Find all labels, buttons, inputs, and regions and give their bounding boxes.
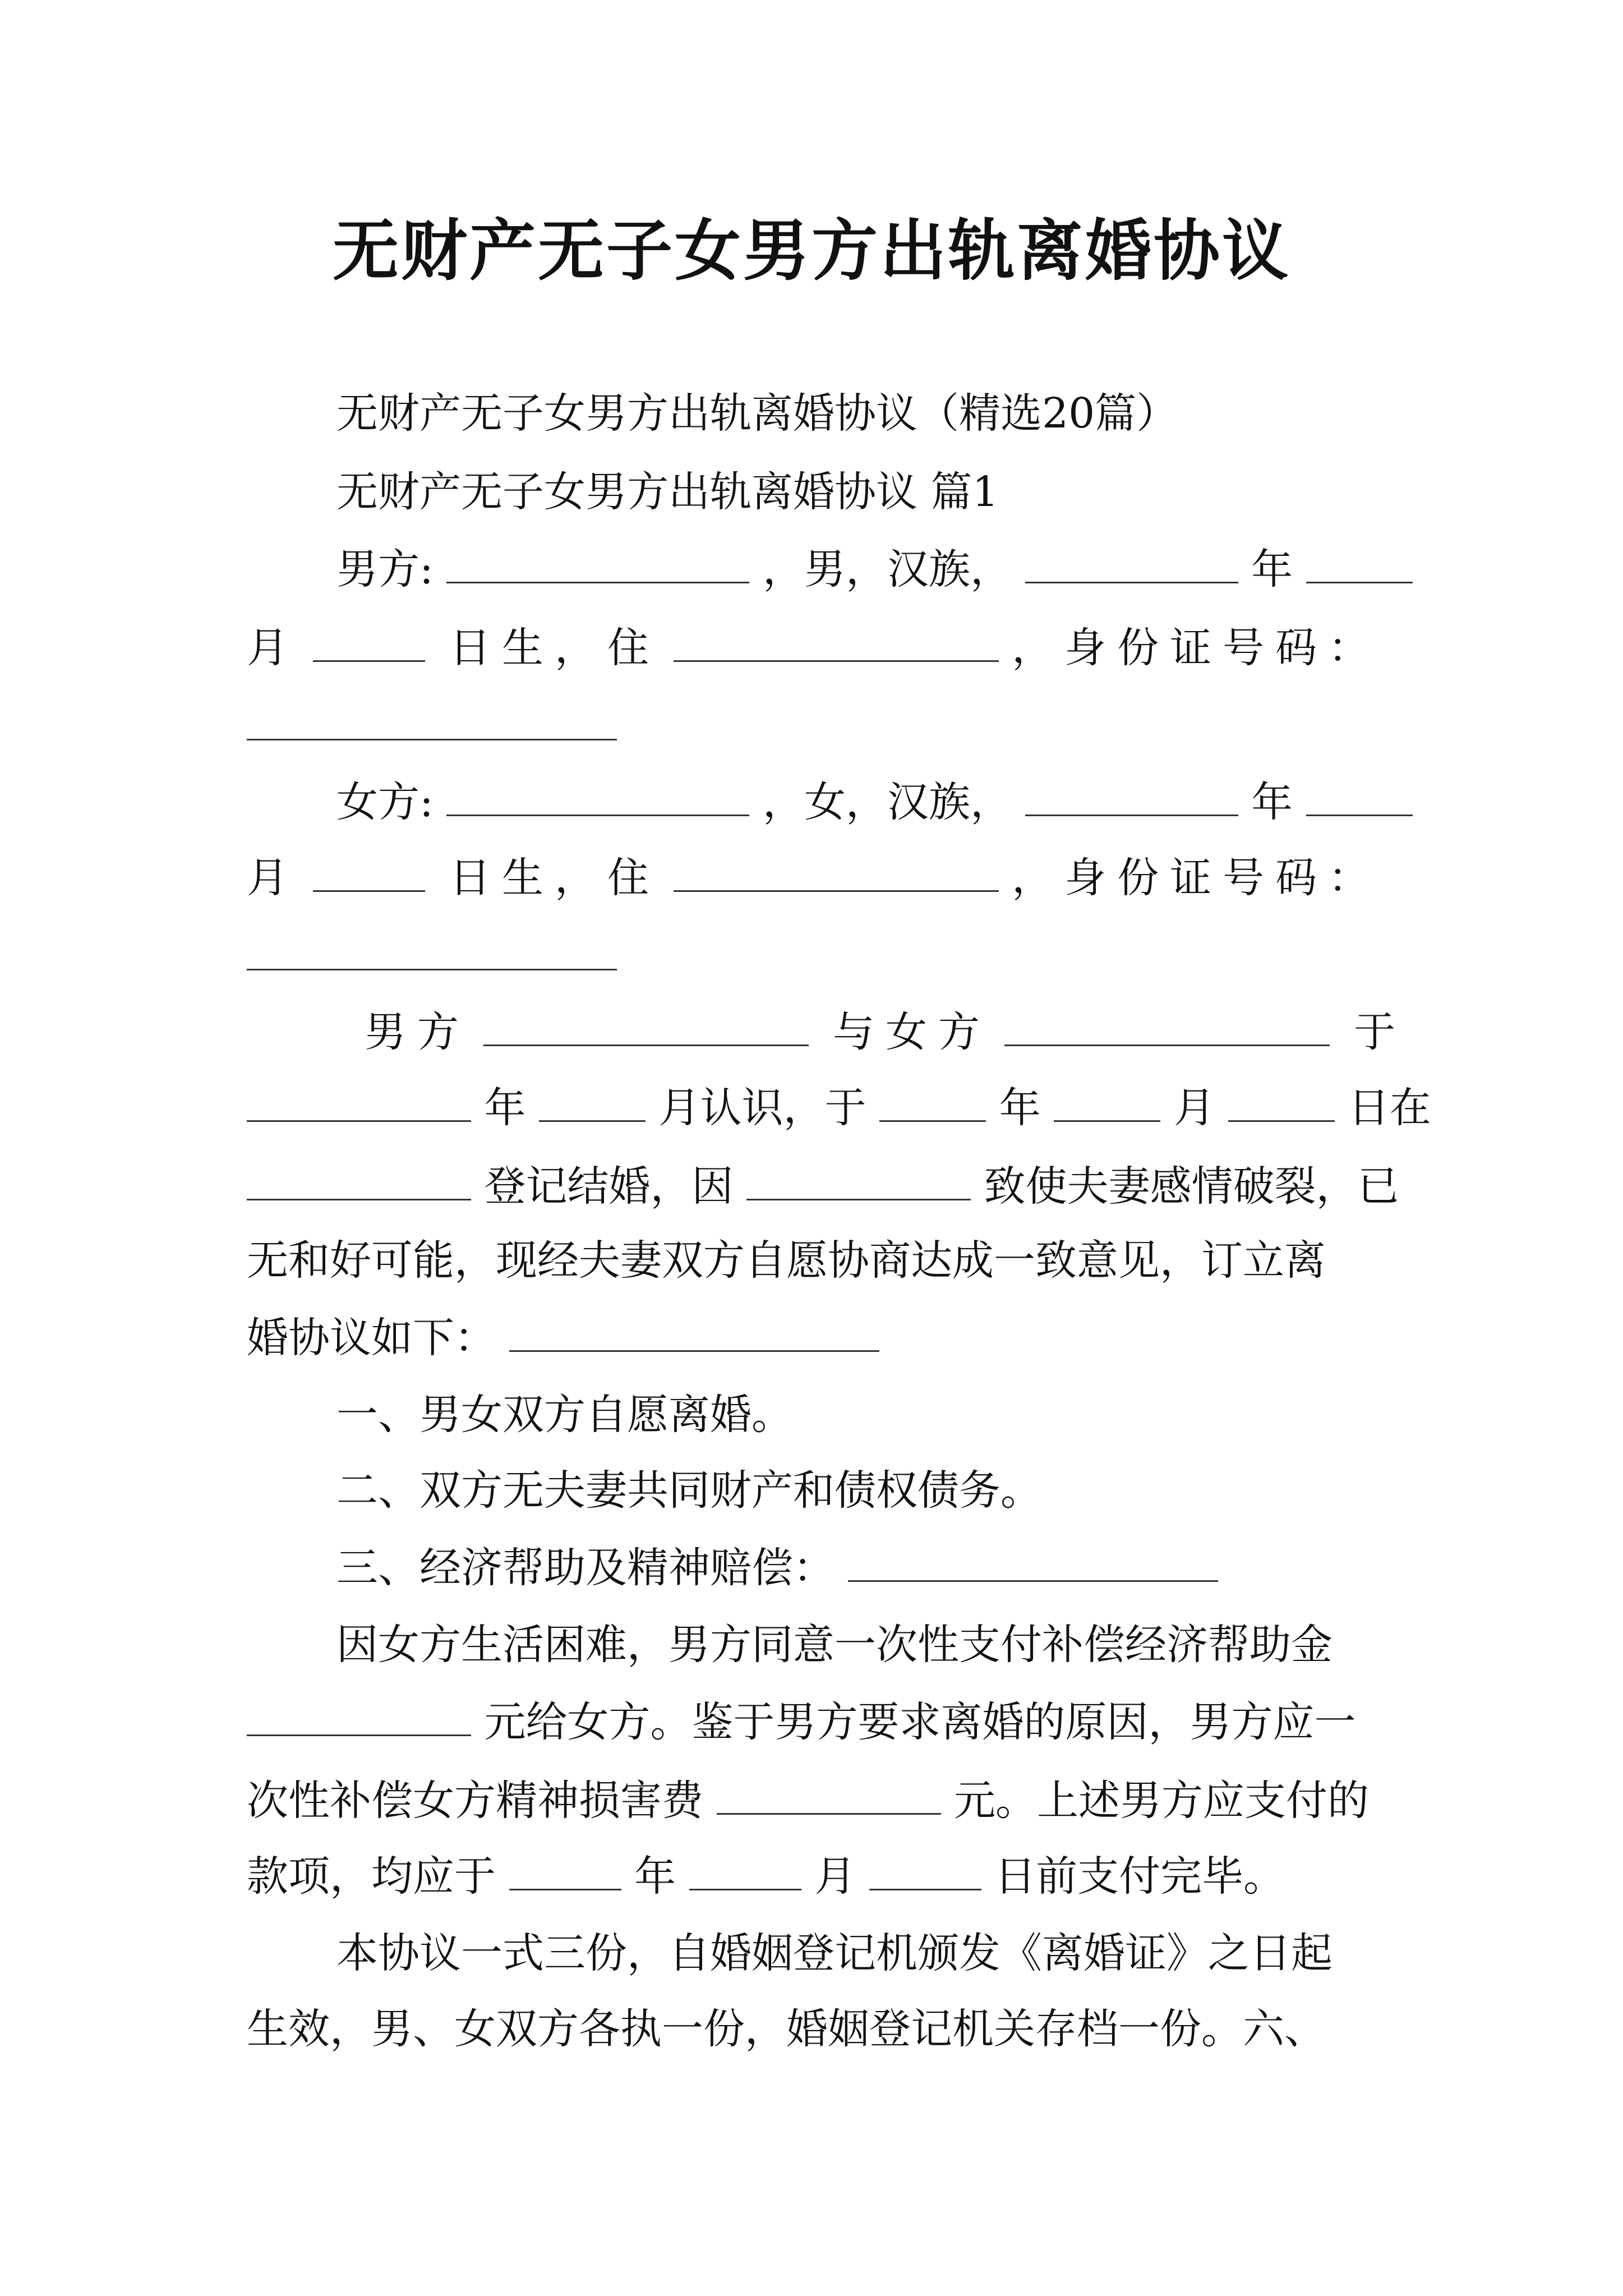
female-label: 女方:: [336, 778, 434, 826]
comp-text-8: 日前支付完毕。: [994, 1852, 1285, 1901]
intro-text-1: 男方: [365, 1008, 470, 1056]
marry-month-blank[interactable]: [1054, 1085, 1160, 1122]
female-birth-day-blank[interactable]: [313, 855, 425, 892]
damage-amount-blank[interactable]: [717, 1778, 941, 1815]
female-birth-month-blank[interactable]: [1306, 780, 1413, 816]
female-text-1: ，女，汉族，: [763, 778, 1012, 826]
clause-1-line: [336, 1391, 793, 1439]
final-text-1: 本协议一式三份，自婚姻登记机颁发《离婚证》之日起: [336, 1929, 1332, 1977]
marry-day-blank[interactable]: [1228, 1085, 1335, 1122]
female-line-2: [247, 854, 1381, 902]
male-address-blank[interactable]: [674, 625, 999, 662]
female-id-blank[interactable]: [247, 934, 617, 970]
final-text-2: 生效，男、女双方各执一份，婚姻登记机关存档一份。六、: [247, 2005, 1326, 2053]
intro-line-4: [247, 1236, 1326, 1285]
comp-line-3: [247, 1777, 1370, 1825]
intro-text-10: 致使夫妻感情破裂，已: [984, 1162, 1399, 1211]
female-address-blank[interactable]: [674, 855, 999, 892]
intro-male-blank[interactable]: [483, 1010, 809, 1046]
section-heading: 无财产无子女男方出轨离婚协议 篇1: [336, 468, 999, 516]
subtitle: 无财产无子女男方出轨离婚协议（精选20篇）: [336, 389, 1178, 438]
clause-2: 二、双方无夫妻共同财产和债权债务。: [336, 1466, 1042, 1515]
comp-text-6: 年: [634, 1852, 676, 1901]
clause-3: 三、经济帮助及精神赔偿：: [336, 1544, 834, 1592]
pay-day-blank[interactable]: [869, 1854, 981, 1890]
comp-text-1: 因女方生活困难，男方同意一次性支付补偿经济帮助金: [336, 1621, 1332, 1669]
male-id-blank[interactable]: [247, 704, 617, 740]
subtitle-line: [336, 389, 1178, 438]
intro-line-2: [247, 1084, 1431, 1132]
female-text-2: 年: [1251, 778, 1293, 826]
comp-text-7: 月: [814, 1852, 856, 1901]
clause-2-line: [336, 1466, 1042, 1515]
intro-text-5: 月认识，于: [658, 1084, 866, 1132]
male-line-3: [247, 704, 617, 747]
female-line-3: [247, 934, 617, 977]
intro-line-5: [247, 1314, 879, 1362]
male-line-2: [247, 624, 1381, 672]
comp-line-2: [247, 1698, 1356, 1746]
clause-3-line: [336, 1544, 1218, 1592]
intro-text-4: 年: [484, 1084, 526, 1132]
marry-year-blank[interactable]: [879, 1085, 986, 1122]
female-text-3: 月: [247, 854, 288, 902]
pay-year-blank[interactable]: [509, 1854, 621, 1890]
intro-text-12: 婚协议如下：: [247, 1314, 496, 1362]
marry-place-blank[interactable]: [247, 1164, 471, 1200]
male-label: 男方:: [336, 545, 434, 593]
male-line-1: [336, 545, 1413, 593]
intro-text-3: 于: [1354, 1008, 1396, 1056]
intro-text-8: 日在: [1348, 1084, 1431, 1132]
comp-text-4: 元。上述男方应支付的: [954, 1777, 1370, 1825]
female-text-5: ，身份证号码：: [1012, 854, 1381, 902]
document-title: 无财产无子女男方出轨离婚协议: [332, 211, 1290, 289]
male-birth-day-blank[interactable]: [313, 625, 425, 662]
intro-female-blank[interactable]: [1004, 1010, 1330, 1046]
reason-blank[interactable]: [746, 1164, 971, 1200]
clause-1: 一、男女双方自愿离婚。: [336, 1391, 793, 1439]
intro-text-7: 月: [1173, 1084, 1215, 1132]
female-name-blank[interactable]: [446, 780, 749, 816]
male-name-blank[interactable]: [446, 547, 749, 583]
compensation-blank[interactable]: [848, 1545, 1218, 1582]
intro-line-1: [365, 1008, 1396, 1056]
agreement-blank[interactable]: [509, 1315, 879, 1352]
male-text-3: 月: [247, 624, 288, 672]
male-birth-year-blank[interactable]: [1025, 547, 1238, 583]
male-text-4: 日生，住: [449, 624, 661, 672]
final-line-2: [247, 2005, 1326, 2053]
male-text-2: 年: [1251, 545, 1293, 593]
intro-line-3: [247, 1162, 1399, 1211]
female-birth-year-blank[interactable]: [1025, 780, 1238, 816]
final-line-1: [336, 1929, 1332, 1977]
intro-text-9: 登记结婚，因: [484, 1162, 734, 1211]
pay-month-blank[interactable]: [689, 1854, 801, 1890]
comp-text-2: 元给女方。鉴于男方要求离婚的原因，男方应一: [484, 1698, 1356, 1746]
male-birth-month-blank[interactable]: [1306, 547, 1413, 583]
comp-text-3: 次性补偿女方精神损害费: [247, 1777, 703, 1825]
intro-text-2: 与女方: [833, 1008, 992, 1056]
comp-line-4: [247, 1852, 1285, 1901]
comp-line-1: [336, 1621, 1332, 1669]
female-line-1: [336, 778, 1413, 826]
aid-amount-blank[interactable]: [247, 1700, 471, 1736]
female-text-4: 日生，住: [449, 854, 661, 902]
meet-year-blank[interactable]: [247, 1085, 471, 1122]
meet-month-blank[interactable]: [539, 1085, 645, 1122]
section-line: [336, 468, 999, 516]
comp-text-5: 款项，均应于: [247, 1852, 496, 1901]
intro-text-6: 年: [999, 1084, 1041, 1132]
male-text-5: ，身份证号码：: [1012, 624, 1381, 672]
intro-text-11: 无和好可能，现经夫妻双方自愿协商达成一致意见，订立离: [247, 1236, 1326, 1285]
male-text-1: ，男，汉族，: [763, 545, 1012, 593]
